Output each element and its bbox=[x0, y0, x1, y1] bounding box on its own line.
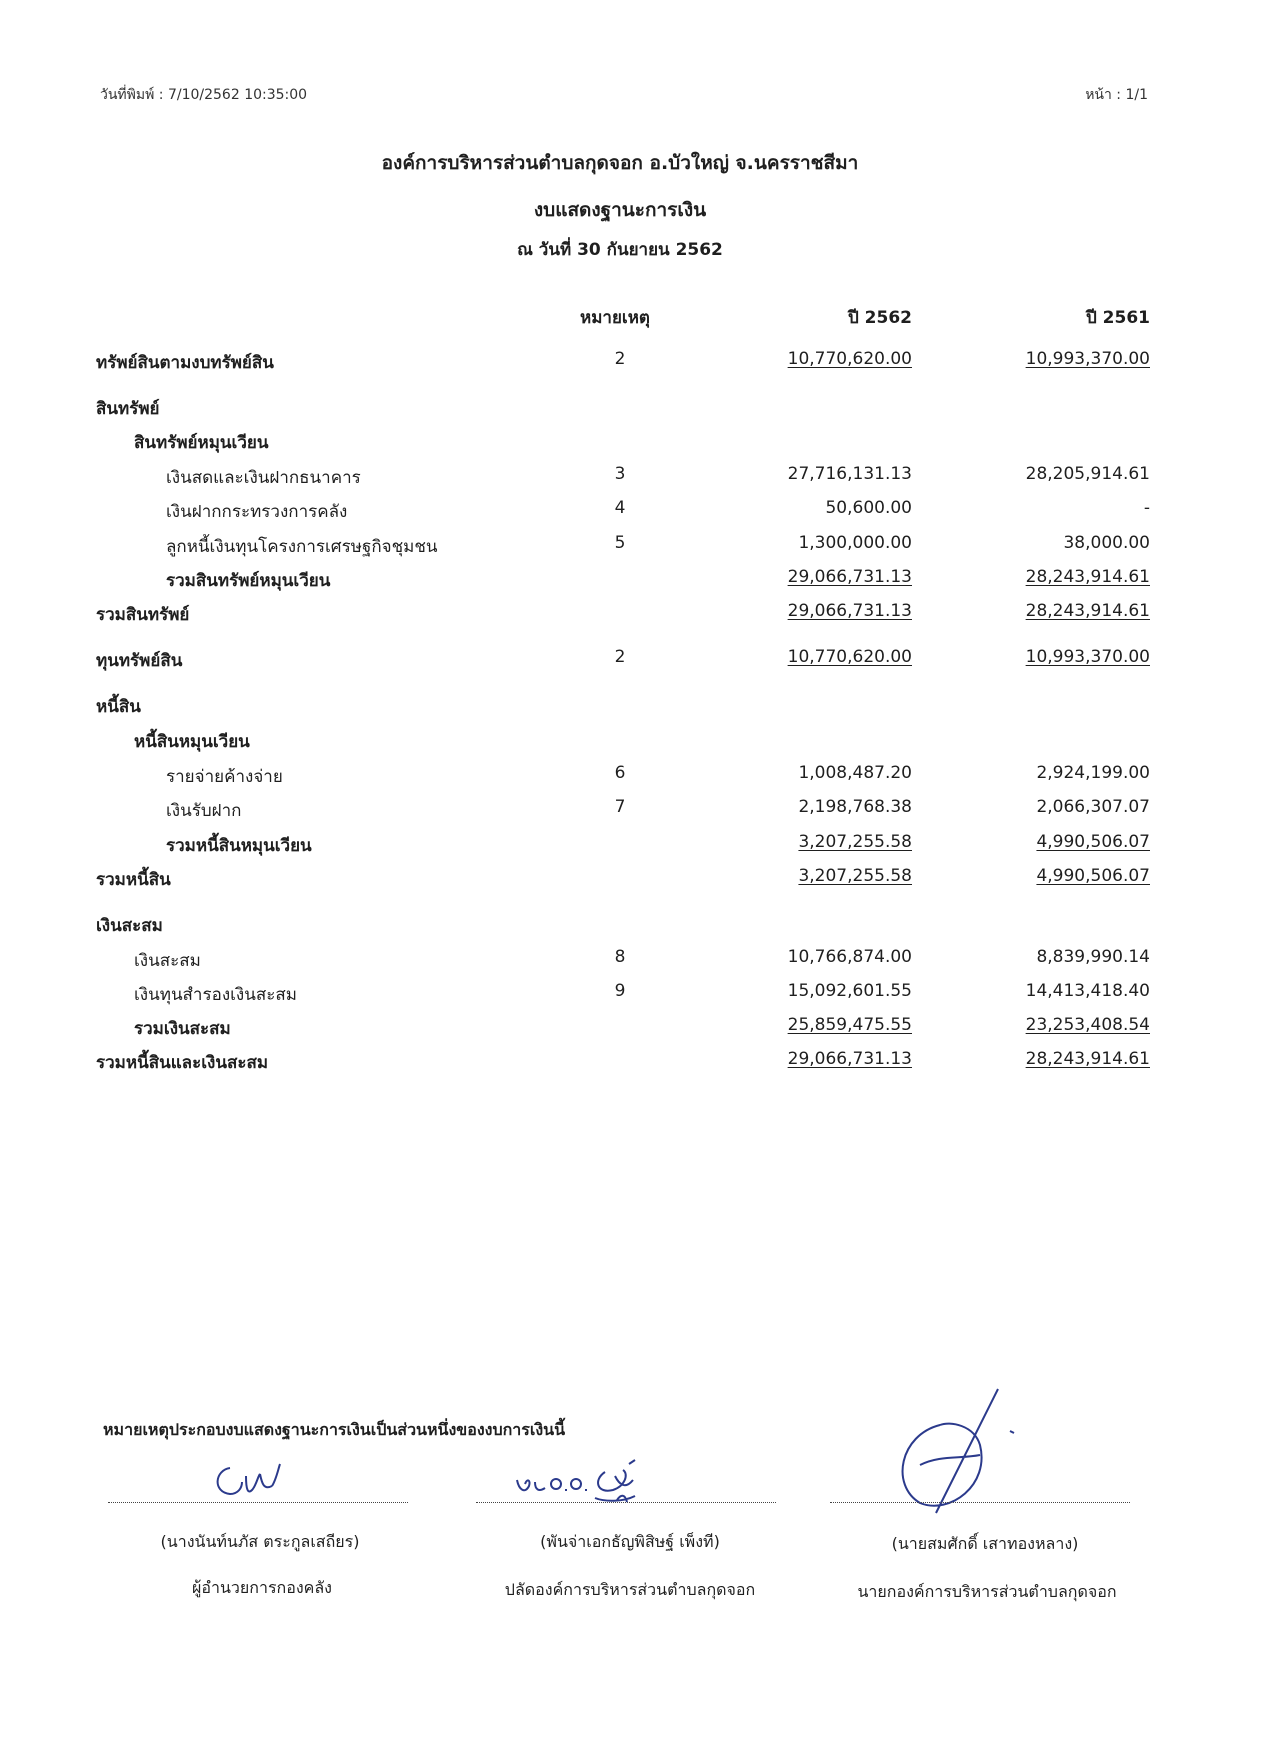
table-row bbox=[0, 464, 1276, 492]
row-label: รวมหนี้สินหมุนเวียน bbox=[166, 836, 312, 856]
row-note: 8 bbox=[614, 947, 626, 967]
row-label: สินทรัพย์หมุนเวียน bbox=[134, 433, 269, 453]
column-note: หมายเหตุ bbox=[580, 308, 650, 328]
row-label: รวมสินทรัพย์หมุนเวียน bbox=[166, 571, 331, 591]
row-value-2562: 10,770,620.00 bbox=[787, 647, 912, 667]
row-label: เงินสดและเงินฝากธนาคาร bbox=[166, 468, 361, 488]
row-value-2561: 8,839,990.14 bbox=[1036, 947, 1150, 967]
table-row bbox=[0, 1049, 1276, 1077]
column-year-2561: ปี 2561 bbox=[1085, 308, 1150, 328]
organization-title: องค์การบริหารส่วนตำบลกุดจอก อ.บัวใหญ่ จ.นครราชสีมา bbox=[381, 152, 859, 174]
row-note: 2 bbox=[614, 349, 626, 369]
row-label: เงินฝากกระทรวงการคลัง bbox=[166, 502, 348, 522]
table-row bbox=[0, 349, 1276, 377]
signature-line-1 bbox=[108, 1502, 408, 1503]
signature-2-image bbox=[505, 1450, 675, 1510]
row-label: ลูกหนี้เงินทุนโครงการเศรษฐกิจชุมชน bbox=[166, 537, 438, 557]
row-value-2561: 2,924,199.00 bbox=[1036, 763, 1150, 783]
row-value-2561: 28,243,914.61 bbox=[1025, 1049, 1150, 1069]
row-label: รวมเงินสะสม bbox=[134, 1019, 231, 1039]
row-value-2562: 29,066,731.13 bbox=[787, 567, 912, 587]
row-label: เงินรับฝาก bbox=[166, 801, 242, 821]
signature-line-2 bbox=[476, 1502, 776, 1503]
signatory-position-1: ผู้อำนวยการกองคลัง bbox=[192, 1578, 332, 1597]
row-label: สินทรัพย์ bbox=[96, 399, 160, 419]
table-row bbox=[0, 728, 1276, 756]
row-value-2561: 28,243,914.61 bbox=[1025, 567, 1150, 587]
row-label: รายจ่ายค้างจ่าย bbox=[166, 767, 283, 787]
row-note: 5 bbox=[614, 533, 626, 553]
page-number: หน้า : 1/1 bbox=[1085, 87, 1148, 103]
signatory-position-2: ปลัดองค์การบริหารส่วนตำบลกุดจอก bbox=[504, 1580, 756, 1599]
row-value-2562: 3,207,255.58 bbox=[798, 866, 912, 886]
row-value-2561: 14,413,418.40 bbox=[1025, 981, 1150, 1001]
table-row bbox=[0, 912, 1276, 940]
print-date: วันที่พิมพ์ : 7/10/2562 10:35:00 bbox=[100, 87, 308, 103]
table-row bbox=[0, 429, 1276, 457]
row-value-2562: 29,066,731.13 bbox=[787, 1049, 912, 1069]
table-row bbox=[0, 395, 1276, 423]
row-label: เงินสะสม bbox=[96, 916, 163, 936]
row-value-2561: 28,205,914.61 bbox=[1025, 464, 1150, 484]
row-value-2561: 2,066,307.07 bbox=[1036, 797, 1150, 817]
row-label: เงินทุนสำรองเงินสะสม bbox=[134, 985, 297, 1005]
row-value-2562: 25,859,475.55 bbox=[787, 1015, 912, 1035]
signature-3-image bbox=[880, 1385, 1040, 1515]
row-value-2562: 50,600.00 bbox=[825, 498, 912, 518]
row-value-2562: 10,766,874.00 bbox=[787, 947, 912, 967]
row-note: 6 bbox=[614, 763, 626, 783]
row-value-2561: 10,993,370.00 bbox=[1025, 647, 1150, 667]
table-row bbox=[0, 797, 1276, 825]
row-label: รวมหนี้สิน bbox=[96, 870, 171, 890]
table-row bbox=[0, 866, 1276, 894]
row-label: รวมสินทรัพย์ bbox=[96, 605, 190, 625]
statement-footnote: หมายเหตุประกอบงบแสดงฐานะการเงินเป็นส่วนหนึ่งของงบการเงินนี้ bbox=[103, 1420, 566, 1439]
row-label: หนี้สิน bbox=[96, 697, 141, 717]
table-row bbox=[0, 832, 1276, 860]
row-value-2562: 15,092,601.55 bbox=[787, 981, 912, 1001]
signature-1-image bbox=[200, 1450, 310, 1500]
table-row bbox=[0, 647, 1276, 675]
table-row bbox=[0, 498, 1276, 526]
table-row bbox=[0, 533, 1276, 561]
row-value-2562: 29,066,731.13 bbox=[787, 601, 912, 621]
row-value-2562: 10,770,620.00 bbox=[787, 349, 912, 369]
row-value-2562: 27,716,131.13 bbox=[787, 464, 912, 484]
row-value-2561: 28,243,914.61 bbox=[1025, 601, 1150, 621]
row-value-2562: 2,198,768.38 bbox=[798, 797, 912, 817]
row-value-2562: 1,300,000.00 bbox=[798, 533, 912, 553]
row-value-2562: 3,207,255.58 bbox=[798, 832, 912, 852]
table-row bbox=[0, 567, 1276, 595]
column-year-2562: ปี 2562 bbox=[847, 308, 912, 328]
row-value-2561: 10,993,370.00 bbox=[1025, 349, 1150, 369]
signatory-name-2: (พันจ่าเอกธัญพิสิษฐ์ เพ็งที) bbox=[540, 1532, 720, 1551]
row-value-2561: 23,253,408.54 bbox=[1025, 1015, 1150, 1035]
signatory-name-3: (นายสมศักดิ์ เสาทองหลาง) bbox=[891, 1534, 1079, 1553]
row-value-2561: - bbox=[1143, 498, 1150, 518]
row-note: 4 bbox=[614, 498, 626, 518]
row-note: 2 bbox=[614, 647, 626, 667]
table-row bbox=[0, 1015, 1276, 1043]
row-label: ทรัพย์สินตามงบทรัพย์สิน bbox=[96, 353, 274, 373]
table-row bbox=[0, 947, 1276, 975]
row-note: 7 bbox=[614, 797, 626, 817]
row-note: 3 bbox=[614, 464, 626, 484]
statement-date: ณ วันที่ 30 กันยายน 2562 bbox=[517, 240, 723, 260]
row-label: เงินสะสม bbox=[134, 951, 201, 971]
row-value-2562: 1,008,487.20 bbox=[798, 763, 912, 783]
row-value-2561: 4,990,506.07 bbox=[1036, 832, 1150, 852]
row-label: หนี้สินหมุนเวียน bbox=[134, 732, 250, 752]
table-row bbox=[0, 981, 1276, 1009]
signatory-position-3: นายกองค์การบริหารส่วนตำบลกุดจอก bbox=[857, 1582, 1117, 1601]
statement-title: งบแสดงฐานะการเงิน bbox=[533, 199, 707, 221]
table-row bbox=[0, 601, 1276, 629]
row-value-2561: 38,000.00 bbox=[1063, 533, 1150, 553]
row-note: 9 bbox=[614, 981, 626, 1001]
table-row bbox=[0, 763, 1276, 791]
signatory-name-1: (นางนันท์นภัส ตระกูลเสถียร) bbox=[160, 1532, 360, 1551]
row-value-2561: 4,990,506.07 bbox=[1036, 866, 1150, 886]
row-label: รวมหนี้สินและเงินสะสม bbox=[96, 1053, 269, 1073]
signature-line-3 bbox=[830, 1502, 1130, 1503]
table-row bbox=[0, 693, 1276, 721]
row-label: ทุนทรัพย์สิน bbox=[96, 651, 183, 671]
